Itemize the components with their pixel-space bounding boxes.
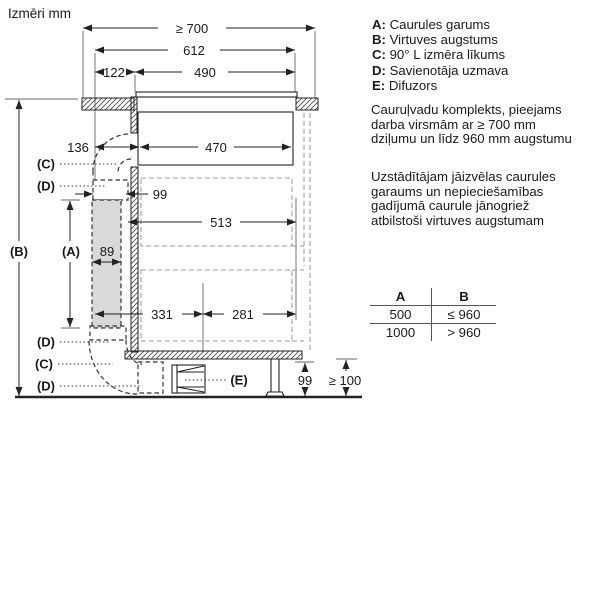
- table-cell-b1: ≤ 960: [432, 306, 497, 324]
- label-e: (E): [230, 372, 248, 388]
- note2-line2: garaums un nepieciešamības: [371, 183, 544, 199]
- label-a: (A): [61, 244, 81, 259]
- label-d3: (D): [36, 378, 56, 394]
- legend-key-a: A:: [372, 17, 386, 32]
- note2-line3: gadījumā caurule jānogriež: [371, 198, 530, 213]
- note1-line2: darba virsmām ar ≥ 700 mm: [371, 116, 536, 132]
- flat-duct: [92, 200, 121, 328]
- note2-line1: Uzstādītājam jāizvēlas caurules: [371, 169, 556, 184]
- dim-331: 331: [151, 307, 173, 322]
- table-cell-b2: > 960: [447, 325, 481, 340]
- cabinet-side-panel: [131, 167, 138, 352]
- table-cell-a1: 500: [370, 306, 432, 324]
- cooktop-slab: [136, 92, 297, 97]
- legend-key-b: B:: [372, 32, 386, 48]
- label-b: (B): [9, 244, 29, 259]
- connector-sleeve-bottom: [138, 362, 163, 393]
- page-title: Izmēri mm: [8, 6, 71, 21]
- table-cell-a2: 1000: [370, 324, 432, 342]
- legend-key-c: C:: [372, 47, 386, 63]
- dim-612: 612: [183, 43, 205, 58]
- dim-470: 470: [205, 140, 227, 155]
- legend-label-c: 90° L izmēra līkums: [389, 47, 506, 63]
- label-c1: (C): [36, 156, 56, 172]
- legend-label-a: Caurules garums: [389, 17, 491, 32]
- worktop-right: [296, 98, 318, 110]
- note1-line3: dziļumu un līdz 960 mm augstumu: [371, 131, 572, 147]
- plinth-leg: [266, 359, 284, 396]
- label-d2: (D): [36, 334, 56, 350]
- cabinet-bottom-panel: [125, 351, 302, 359]
- elbow-top-outer: [93, 134, 128, 171]
- dim-89: 89: [99, 244, 115, 259]
- legend-label-b: Virtuves augstums: [389, 32, 498, 48]
- vent-channel: [131, 97, 137, 133]
- note1-line1: Cauruļvadu komplekts, pieejams: [371, 102, 562, 117]
- label-d1: (D): [36, 178, 56, 194]
- legend-label-e: Difuzors: [388, 77, 438, 93]
- dim-136: 136: [67, 140, 89, 155]
- legend-key-d: D:: [372, 62, 386, 78]
- dim-plinth-min: ≥ 100: [328, 373, 362, 388]
- dim-122: 122: [103, 65, 125, 80]
- elbow-top-inner: [118, 159, 131, 172]
- label-c2: (C): [34, 356, 54, 372]
- diffusor: [172, 365, 205, 393]
- legend-key-e: E:: [372, 77, 386, 93]
- legend-label-d: Savienotāja uzmava: [389, 62, 509, 78]
- hood-body: [138, 112, 293, 165]
- table-header-a: A: [370, 288, 432, 306]
- worktop-left: [82, 98, 134, 110]
- dim-490: 490: [194, 65, 216, 80]
- dim-513: 513: [210, 215, 232, 230]
- dim-99-bottom: 99: [297, 373, 313, 388]
- note2-line4: atbilstoši virtuves augstumam: [371, 212, 544, 228]
- dim-281: 281: [232, 307, 254, 322]
- dim-99-top: 99: [152, 187, 168, 202]
- table-header-b: B: [432, 288, 497, 306]
- connector-sleeve-top: [93, 180, 128, 200]
- dim-depth-min: ≥ 700: [175, 21, 209, 36]
